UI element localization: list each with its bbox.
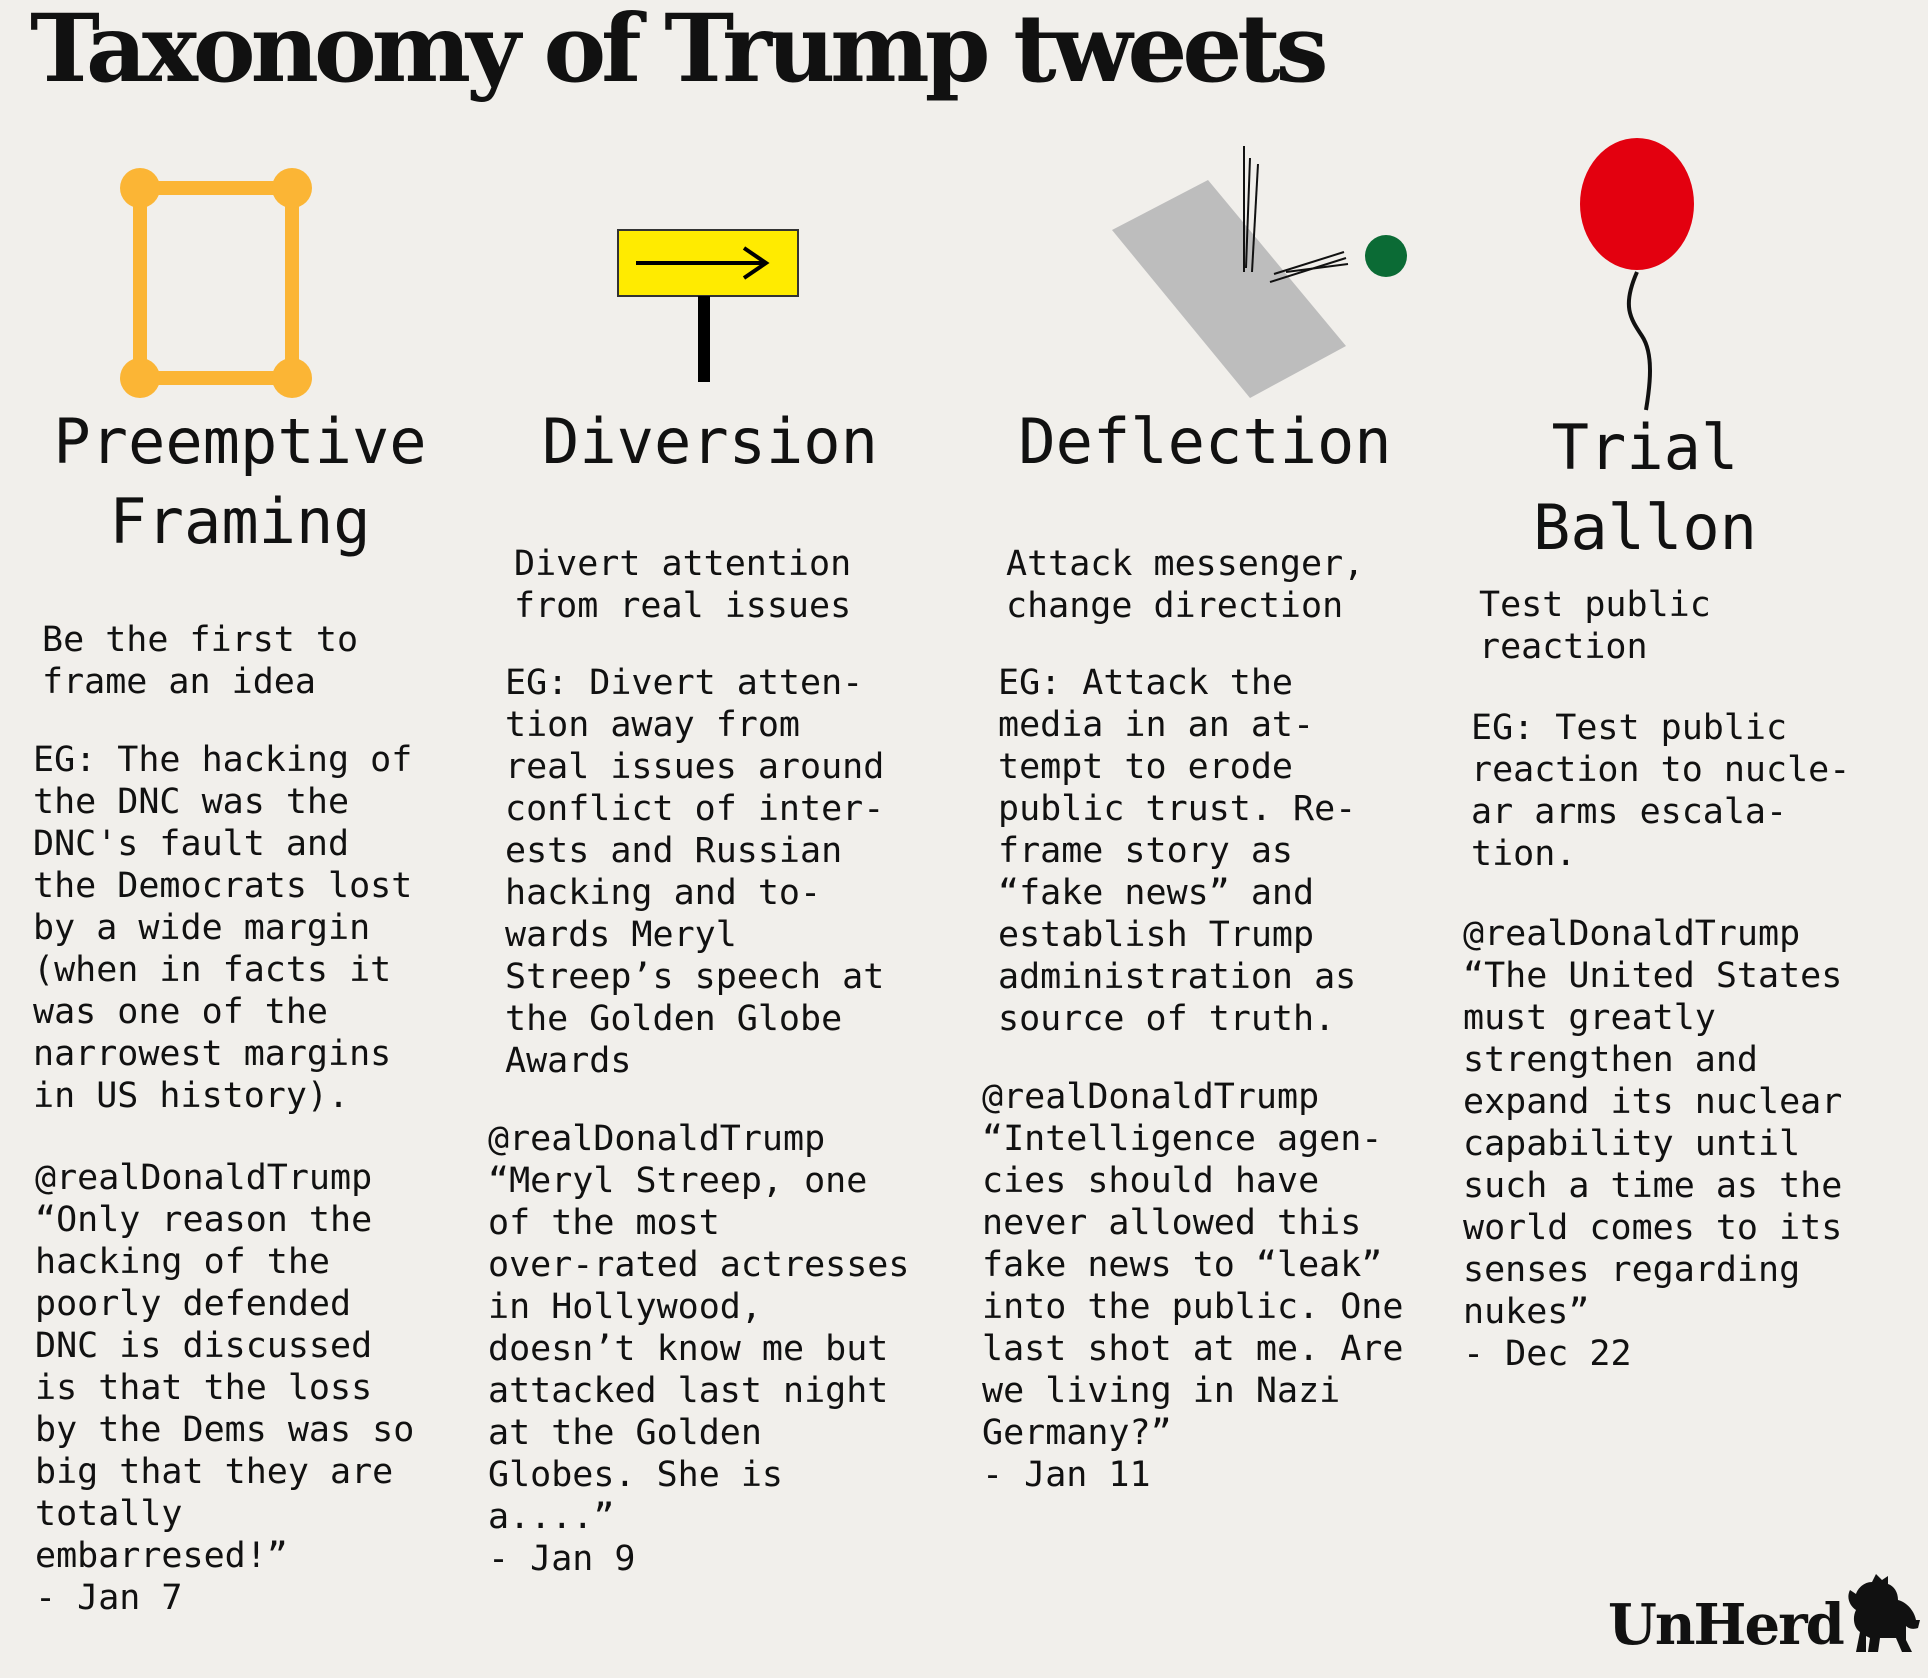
example-preemptive-framing: EG: The hacking of the DNC was the DNC's fault and the Democrats lost by a wide margin (when in facts it was one of the narrowest margins in US history). (33, 740, 413, 1116)
summary-diversion: Divert attention from real issues (514, 544, 852, 626)
tweet-preemptive-framing: @realDonaldTrump “Only reason the hacking of the poorly defended DNC is discussed is that the loss by the Dems was so big that they are totally embarresed!” - Jan 7 (35, 1158, 415, 1618)
heading-trial-ballon: Trial Ballon (1533, 411, 1757, 564)
example-diversion: EG: Divert atten- tion away from real issues around conflict of inter- ests and Russian hacking and to- wards Meryl Streep’s speech at the Golden Globe Awards (505, 663, 885, 1081)
heading-diversion: Diversion (542, 405, 878, 478)
bull-logo-icon (1836, 1570, 1924, 1656)
frame-icon (110, 160, 330, 410)
example-trial-ballon: EG: Test public reaction to nucle- ar arms escala- tion. (1471, 708, 1851, 874)
summary-preemptive-framing: Be the first to frame an idea (42, 620, 359, 702)
tweet-diversion: @realDonaldTrump “Meryl Streep, one of the most over-rated actresses in Hollywood, doesn’t know me but attacked last night at the Golden Globes. She is a....” - Jan 9 (488, 1119, 910, 1579)
summary-trial-ballon: Test public reaction (1479, 585, 1711, 667)
signpost-arrow-icon (616, 226, 802, 386)
example-deflection: EG: Attack the media in an at- tempt to erode public trust. Re- frame story as “fake news” and establish Trump administration as source of truth. (998, 663, 1357, 1039)
deflected-ball-icon (1108, 144, 1408, 404)
heading-deflection: Deflection (1018, 405, 1392, 478)
tweet-deflection: @realDonaldTrump “Intelligence agen- cies should have never allowed this fake news to “leak” into the public. One last shot at me. Are we living in Nazi Germany?” - Jan 11 (982, 1077, 1404, 1495)
balloon-icon (1570, 136, 1710, 416)
unherd-logo: UnHerd (1608, 1592, 1843, 1658)
heading-preemptive-framing: Preemptive Framing (53, 405, 427, 558)
summary-deflection: Attack messenger, change direction (1006, 544, 1365, 626)
page-title: Taxonomy of Trump tweets (30, 0, 1324, 104)
tweet-trial-ballon: @realDonaldTrump “The United States must greatly strengthen and expand its nuclear capability until such a time as the world comes to its senses regarding nukes” - Dec 22 (1463, 914, 1843, 1374)
